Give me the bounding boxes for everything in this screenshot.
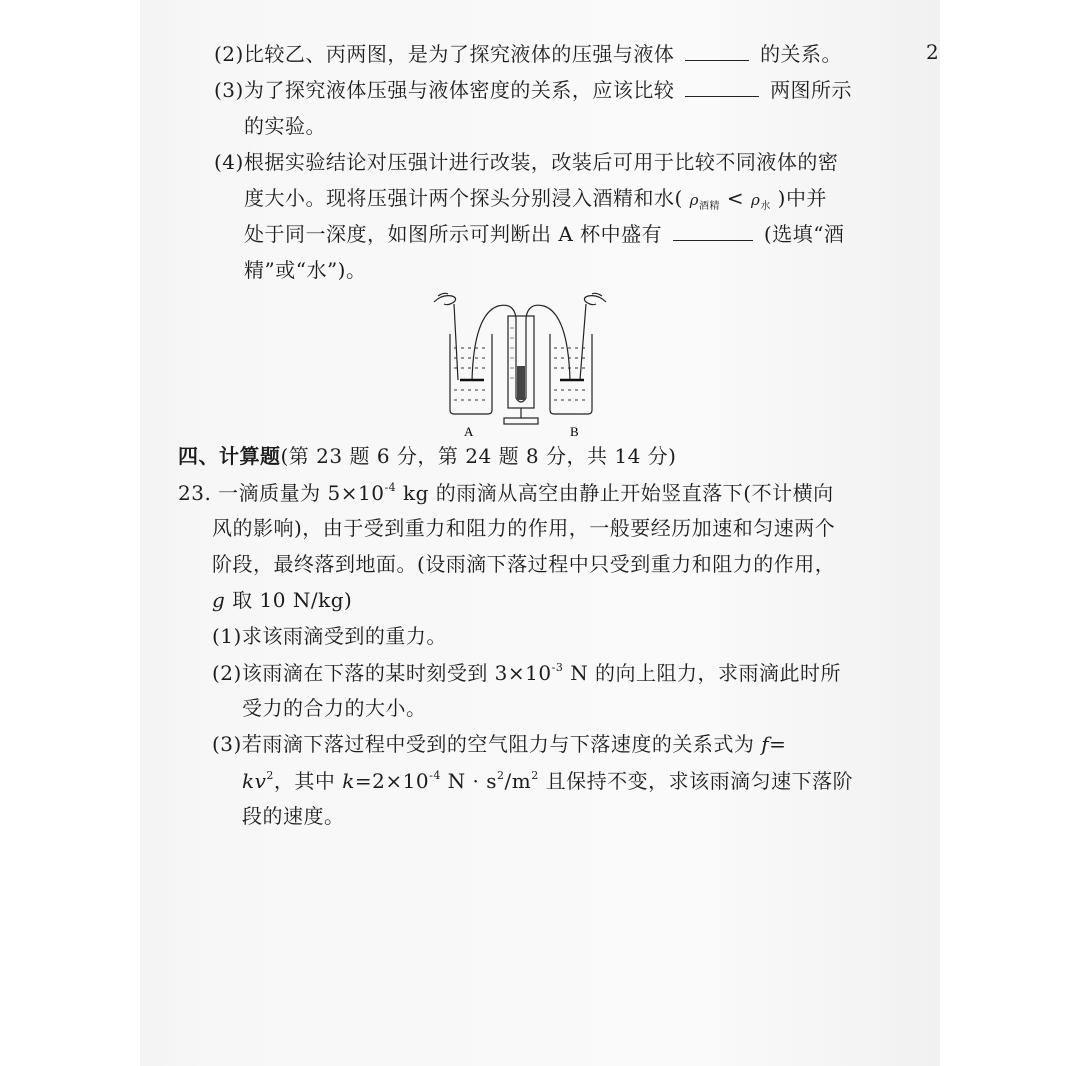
page-number: 2 (926, 40, 939, 64)
question-23-line3: 阶段，最终落到地面。(设雨滴下落过程中只受到重力和阻力的作用， (212, 552, 836, 576)
question-23-sub2-line2: 受力的合力的大小。 (242, 696, 427, 720)
q4-line3-suffix: (选填“酒 (763, 222, 845, 246)
q4-line2-suffix: )中并 (777, 186, 827, 210)
question-4-line1: (4)根据实验结论对压强计进行改装，改装后可用于比较不同液体的密 (214, 150, 839, 174)
u-tube-manometer-diagram (428, 284, 614, 440)
q3-suffix: 两图所示 (770, 78, 853, 102)
question-23-line1: 23. 一滴质量为 $5\times 10^{-4}$ kg 的雨滴从高空由静止开始竖直落下(不计横向 (178, 481, 834, 505)
q3-answer-blank[interactable] (685, 82, 759, 97)
question-23-sub3-line3: 段的速度。 (242, 804, 345, 828)
question-23-line2: 风的影响)，由于受到重力和阻力的作用，一般要经历加速和匀速两个 (212, 516, 836, 540)
section-4-title: 四、计算题 (178, 444, 281, 468)
question-23-sub3-line1: (3)若雨滴下落过程中受到的空气阻力与下落速度的关系式为 f= (212, 732, 787, 756)
q2-answer-blank[interactable] (685, 46, 749, 61)
less-than-sign: < (726, 186, 745, 210)
question-4-line2 (244, 188, 827, 212)
q4-answer-blank[interactable] (673, 226, 753, 241)
q2-suffix: 的关系。 (760, 42, 843, 66)
pressure-gauge-figure (428, 284, 614, 440)
question-23-sub2-line1: (2)该雨滴在下落的某时刻受到 $3\times 10^{-3}$ N 的向上阻力，求雨滴此时所 (212, 661, 842, 685)
beaker-b-label: B (570, 424, 579, 439)
beaker-a-label: A (464, 424, 474, 439)
section-4-note: (第 23 题 6 分，第 24 题 8 分，共 14 分) (280, 444, 677, 468)
q2-prefix: (2)比较乙、丙两图，是为了探究液体的压强与液体 (214, 42, 675, 66)
q4-line3-prefix: 处于同一深度，如图所示可判断出 A 杯中盛有 (244, 222, 663, 246)
q4-line2-prefix: 度大小。现将压强计两个探头分别浸入酒精和水( (244, 186, 683, 210)
question-23-line4: g 取 10 N/kg) (212, 588, 353, 612)
question-23-sub1: (1)求该雨滴受到的重力。 (212, 624, 447, 648)
question-3-line1 (214, 80, 852, 100)
q3-prefix: (3)为了探究液体压强与液体密度的关系，应该比较 (214, 78, 675, 102)
rho-alcohol-symbol: $\rho_{酒精}$ (689, 191, 720, 212)
question-2-line (214, 44, 842, 64)
section-4-heading (178, 446, 676, 466)
question-4-line4: 精”或“水”)。 (244, 258, 367, 282)
question-23-sub3-line2: $kv^2$，其中 $k=2\times 10^{-4}$ $N \cdot s^2/m^2$ 且保持不变，求该雨滴匀速下落阶 (242, 769, 854, 793)
question-4-line3 (244, 224, 844, 244)
question-3-line2: 的实验。 (244, 114, 326, 138)
rho-water-symbol: $\rho_水$ (750, 191, 771, 212)
